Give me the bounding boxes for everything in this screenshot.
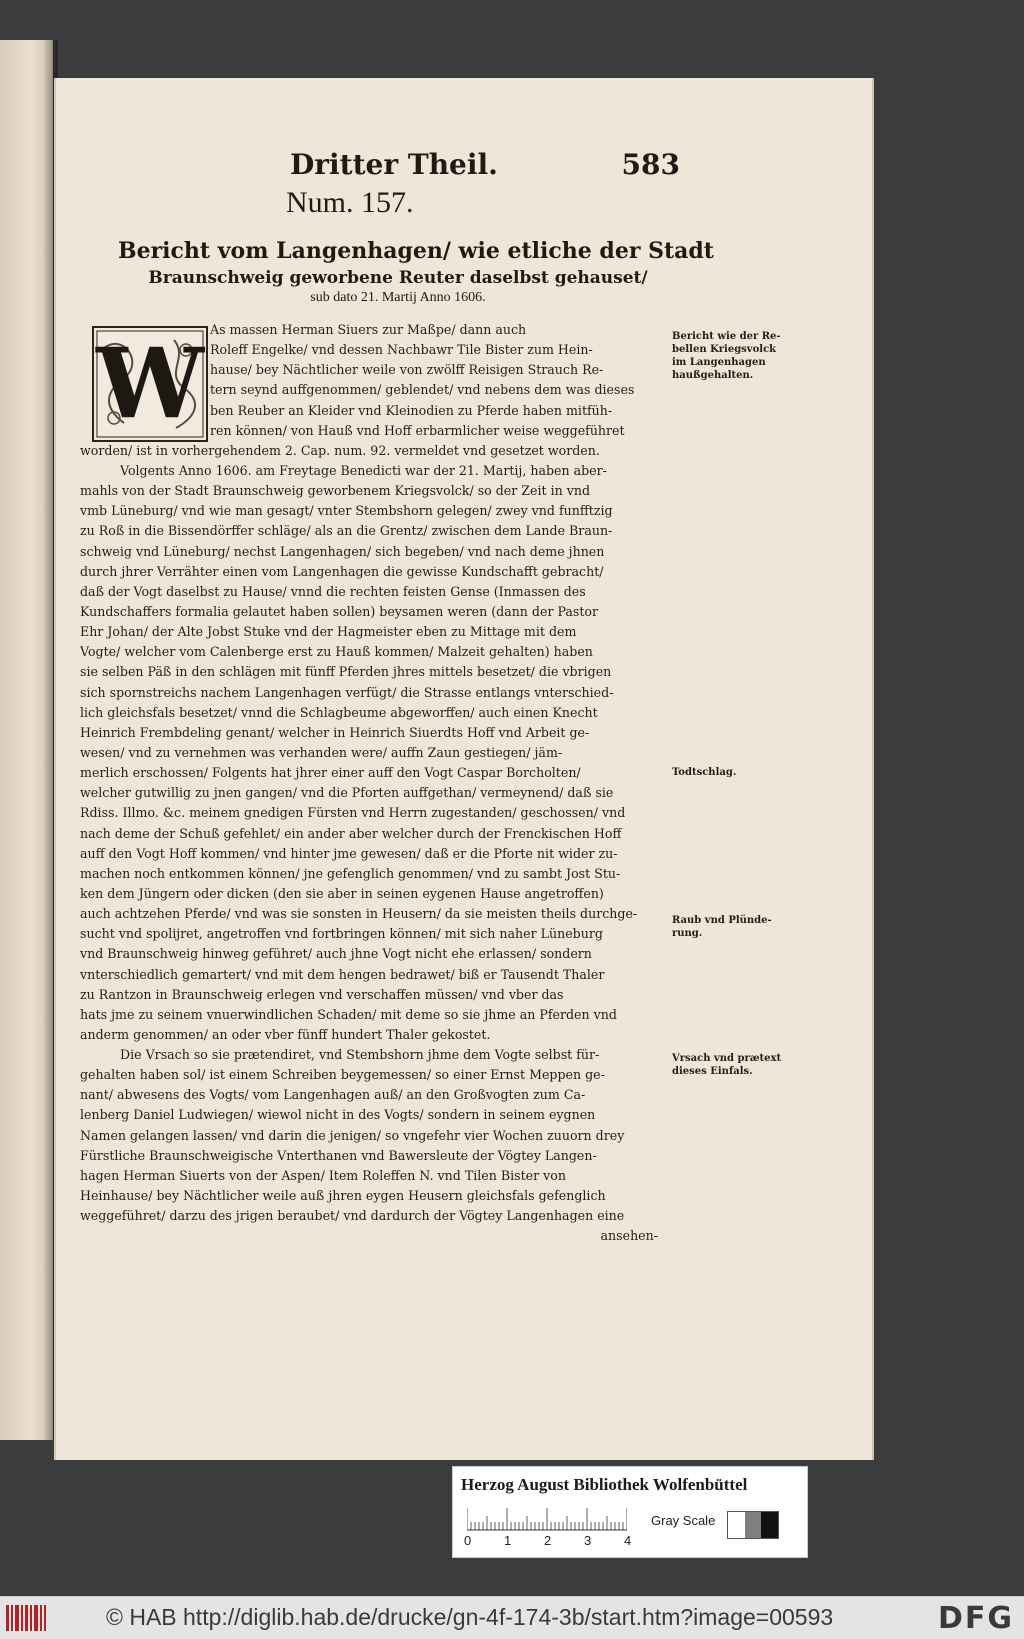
text-line: sucht vnd spolijret, angetroffen vnd fortbringen können/ mit sich naher Lüneburg: [80, 926, 603, 942]
body-text: [80, 320, 666, 1246]
text-line: anderm genommen/ an oder vber fünff hundert Thaler gekostet.: [80, 1026, 491, 1042]
document-title-line2: Braunschweig geworbene Reuter daselbst gehauset/: [148, 268, 648, 288]
library-color-card: [452, 1466, 808, 1558]
margin-note-report: Bericht wie der Re- bellen Kriegsvolck im Langenhagen haußgehalten.: [672, 331, 781, 381]
text-line: ansehen-: [600, 1228, 658, 1244]
number-heading: Num. 157.: [286, 186, 414, 219]
text-line: merlich erschossen/ Folgents hat jhrer einer auff den Vogt Caspar Borcholten/: [80, 765, 581, 781]
text-line: Vogte/ welcher vom Calenberge erst zu Hauß kommen/ Malzeit gehalten) haben: [80, 644, 593, 660]
text-line: As massen Herman Siuers zur Maßpe/ dann auch: [210, 322, 527, 337]
text-line: Heinhause/ bey Nächtlicher weile auß jhren eygen Heusern gleichsfals gefenglich: [80, 1188, 606, 1204]
text-line: zu Rantzon in Braunschweig erlegen vnd verschaffen müssen/ vnd vber das: [80, 986, 564, 1002]
margin-note-plunder: Raub vnd Plünde- rung.: [672, 915, 772, 939]
text-line: ren können/ von Hauß vnd Hoff erbarmlicher weise weggeführet: [210, 422, 625, 438]
ruler-number: 1: [504, 1533, 512, 1548]
footer-bar: [0, 1596, 1024, 1639]
text-line: auff den Vogt Hoff kommen/ vnd hinter jme gewesen/ daß er die Pforte nit wider zu-: [80, 845, 618, 861]
gray-scale-label: Gray Scale: [651, 1513, 716, 1528]
text-line: ken dem Jüngern oder dicken (den sie aber in seinen eygenen Hause angetroffen): [80, 885, 604, 901]
text-line: hagen Herman Siuerts von der Aspen/ Item Roleffen N. vnd Tilen Bister von: [80, 1167, 566, 1183]
page-header: [290, 148, 710, 188]
text-line: schweig vnd Lüneburg/ nechst Langenhagen/ sich begeben/ vnd nach deme jhnen: [80, 543, 605, 559]
text-line: durch jhrer Verrähter einen vom Langenhagen die gewisse Kundschafft gebracht/: [80, 563, 604, 579]
text-line: Volgents Anno 1606. am Freytage Benedicti war der 21. Martij, haben aber-: [120, 462, 607, 478]
text-line: Heinrich Frembdeling genant/ welcher in Heinrich Siuerdts Hoff vnd Arbeit ge-: [80, 724, 590, 740]
text-line: sie selben Päß in den schlägen mit fünff Pferden jhres mittels besetzet/ die vbrigen: [80, 664, 612, 680]
copyright-url-link[interactable]: © HAB http://diglib.hab.de/drucke/gn-4f-174-3b/start.htm?image=00593: [106, 1604, 834, 1630]
text-line: hause/ bey Nächtlicher weile von zwölff Reisigen Strauch Re-: [210, 362, 604, 378]
ruler-icon: [467, 1507, 627, 1531]
barcode-icon: [4, 1603, 48, 1633]
text-line: daß der Vogt daselbst zu Hause/ vnnd die rechten feisten Gense (Inmassen des: [80, 583, 586, 599]
text-line: hats jme zu seinem vnuerwindlichen Schaden/ mit deme so sie jhme an Pferden vnd: [80, 1006, 617, 1022]
text-line: Rdiss. Illmo. &c. meinem gnedigen Fürsten vnd Herrn zugestanden/ geschossen/ vnd: [80, 805, 626, 821]
initial-letter: W: [96, 327, 204, 440]
text-line: sich spornstreichs nachem Langenhagen verfügt/ die Strasse entlangs vnterschied-: [80, 684, 614, 700]
text-line: lenberg Daniel Ludwiegen/ wiewol nicht in des Vogts/ sondern in seinem eygnen: [80, 1107, 596, 1123]
text-line: welcher gutwillig zu jnen gangen/ vnd die Pforten auffgethan/ vermeynend/ daß sie: [80, 785, 614, 801]
page-number: 583: [621, 148, 680, 181]
text-line: gehalten haben sol/ ist einem Schreiben beygemessen/ so einer Ernst Meppen ge-: [80, 1067, 605, 1083]
running-head: Dritter Theil.: [290, 148, 498, 181]
text-line: Fürstliche Braunschweigische Vnterthanen vnd Bawersleute der Vögtey Langen-: [80, 1147, 597, 1163]
text-line: mahls von der Stadt Braunschweig geworbenem Kriegsvolck/ so der Zeit in vnd: [80, 483, 591, 499]
ruler-number: 4: [624, 1533, 632, 1548]
text-line: Ehr Johan/ der Alte Jobst Stuke vnd der Hagmeister eben zu Mittage mit dem: [80, 624, 577, 640]
text-line: nach deme der Schuß gefehlet/ ein ander aber welcher durch der Frenckischen Hoff: [80, 825, 622, 841]
text-line: Die Vrsach so sie prætendiret, vnd Stembshorn jhme dem Vogte selbst für-: [120, 1047, 600, 1063]
text-line: wesen/ vnd zu vernehmen was verhanden were/ auffn Zaun gestiegen/ jäm-: [80, 744, 563, 760]
text-line: machen noch entkommen können/ jne gefenglich genommen/ vnd zu sambt Jost Stu-: [80, 865, 621, 881]
text-line: worden/ ist in vorhergehendem 2. Cap. num. 92. vermeldet vnd gesetzet worden.: [80, 442, 600, 458]
ruler-numbers: [464, 1533, 637, 1549]
text-line: tern seynd auffgenommen/ geblendet/ vnd nebens dem was dieses: [210, 382, 635, 398]
text-line: auch achtzehen Pferde/ vnd was sie sonsten in Heusern/ da sie meisten theils durchge-: [80, 906, 638, 922]
ruler-number: 0: [464, 1533, 472, 1548]
document-title: Bericht vom Langenhagen/ wie etliche der Stadt: [118, 238, 714, 264]
text-line: lich gleichsfals besetzet/ vnnd die Schlagbeume abgeworffen/ auch einen Knecht: [80, 704, 598, 720]
text-line: Kundschaffers formalia gelautet haben sollen) beysamen weren (dann der Pastor: [80, 603, 599, 619]
margin-note-killing: Todtschlag.: [672, 767, 737, 778]
text-line: zu Roß in die Bissendörffer schläge/ als an die Grentz/ zwischen dem Lande Braun-: [80, 523, 613, 539]
library-name: Herzog August Bibliothek Wolfenbüttel: [461, 1475, 748, 1494]
gray-scale-swatch: [727, 1511, 779, 1539]
text-line: nant/ abwesens des Vogts/ vom Langenhagen auß/ an den Großvogten zum Ca-: [80, 1087, 586, 1103]
text-line: vnd Braunschweig hinweg geführet/ auch jhne Vogt nicht ehe erlassen/ sondern: [80, 946, 592, 962]
text-line: Roleff Engelke/ vnd dessen Nachbawr Tile Bister zum Hein-: [210, 342, 593, 358]
text-line: vnterschiedlich gemartert/ vnd mit dem hengen bedrawet/ biß er Tausendt Thaler: [80, 966, 605, 982]
text-line: weggeführet/ darzu des jrigen beraubet/ vnd dardurch der Vögtey Langenhagen eine: [80, 1208, 625, 1224]
dfg-logo: DFG: [937, 1601, 1014, 1636]
margin-note-cause: Vrsach vnd prætext dieses Einfals.: [672, 1053, 782, 1077]
ruler-number: 2: [544, 1533, 552, 1548]
text-line: ben Reuber an Kleider vnd Kleinodien zu Pferde haben mitfüh-: [210, 402, 613, 418]
text-line: Namen gelangen lassen/ vnd darin die jenigen/ so vngefehr vier Wochen zuuorn drey: [80, 1127, 625, 1143]
ruler-number: 3: [584, 1533, 592, 1548]
text-line: vmb Lüneburg/ vnd wie man gesagt/ vnter Stembshorn gelegen/ zwey vnd funfftzig: [80, 503, 613, 519]
document-date-line: sub dato 21. Martij Anno 1606.: [310, 290, 486, 305]
